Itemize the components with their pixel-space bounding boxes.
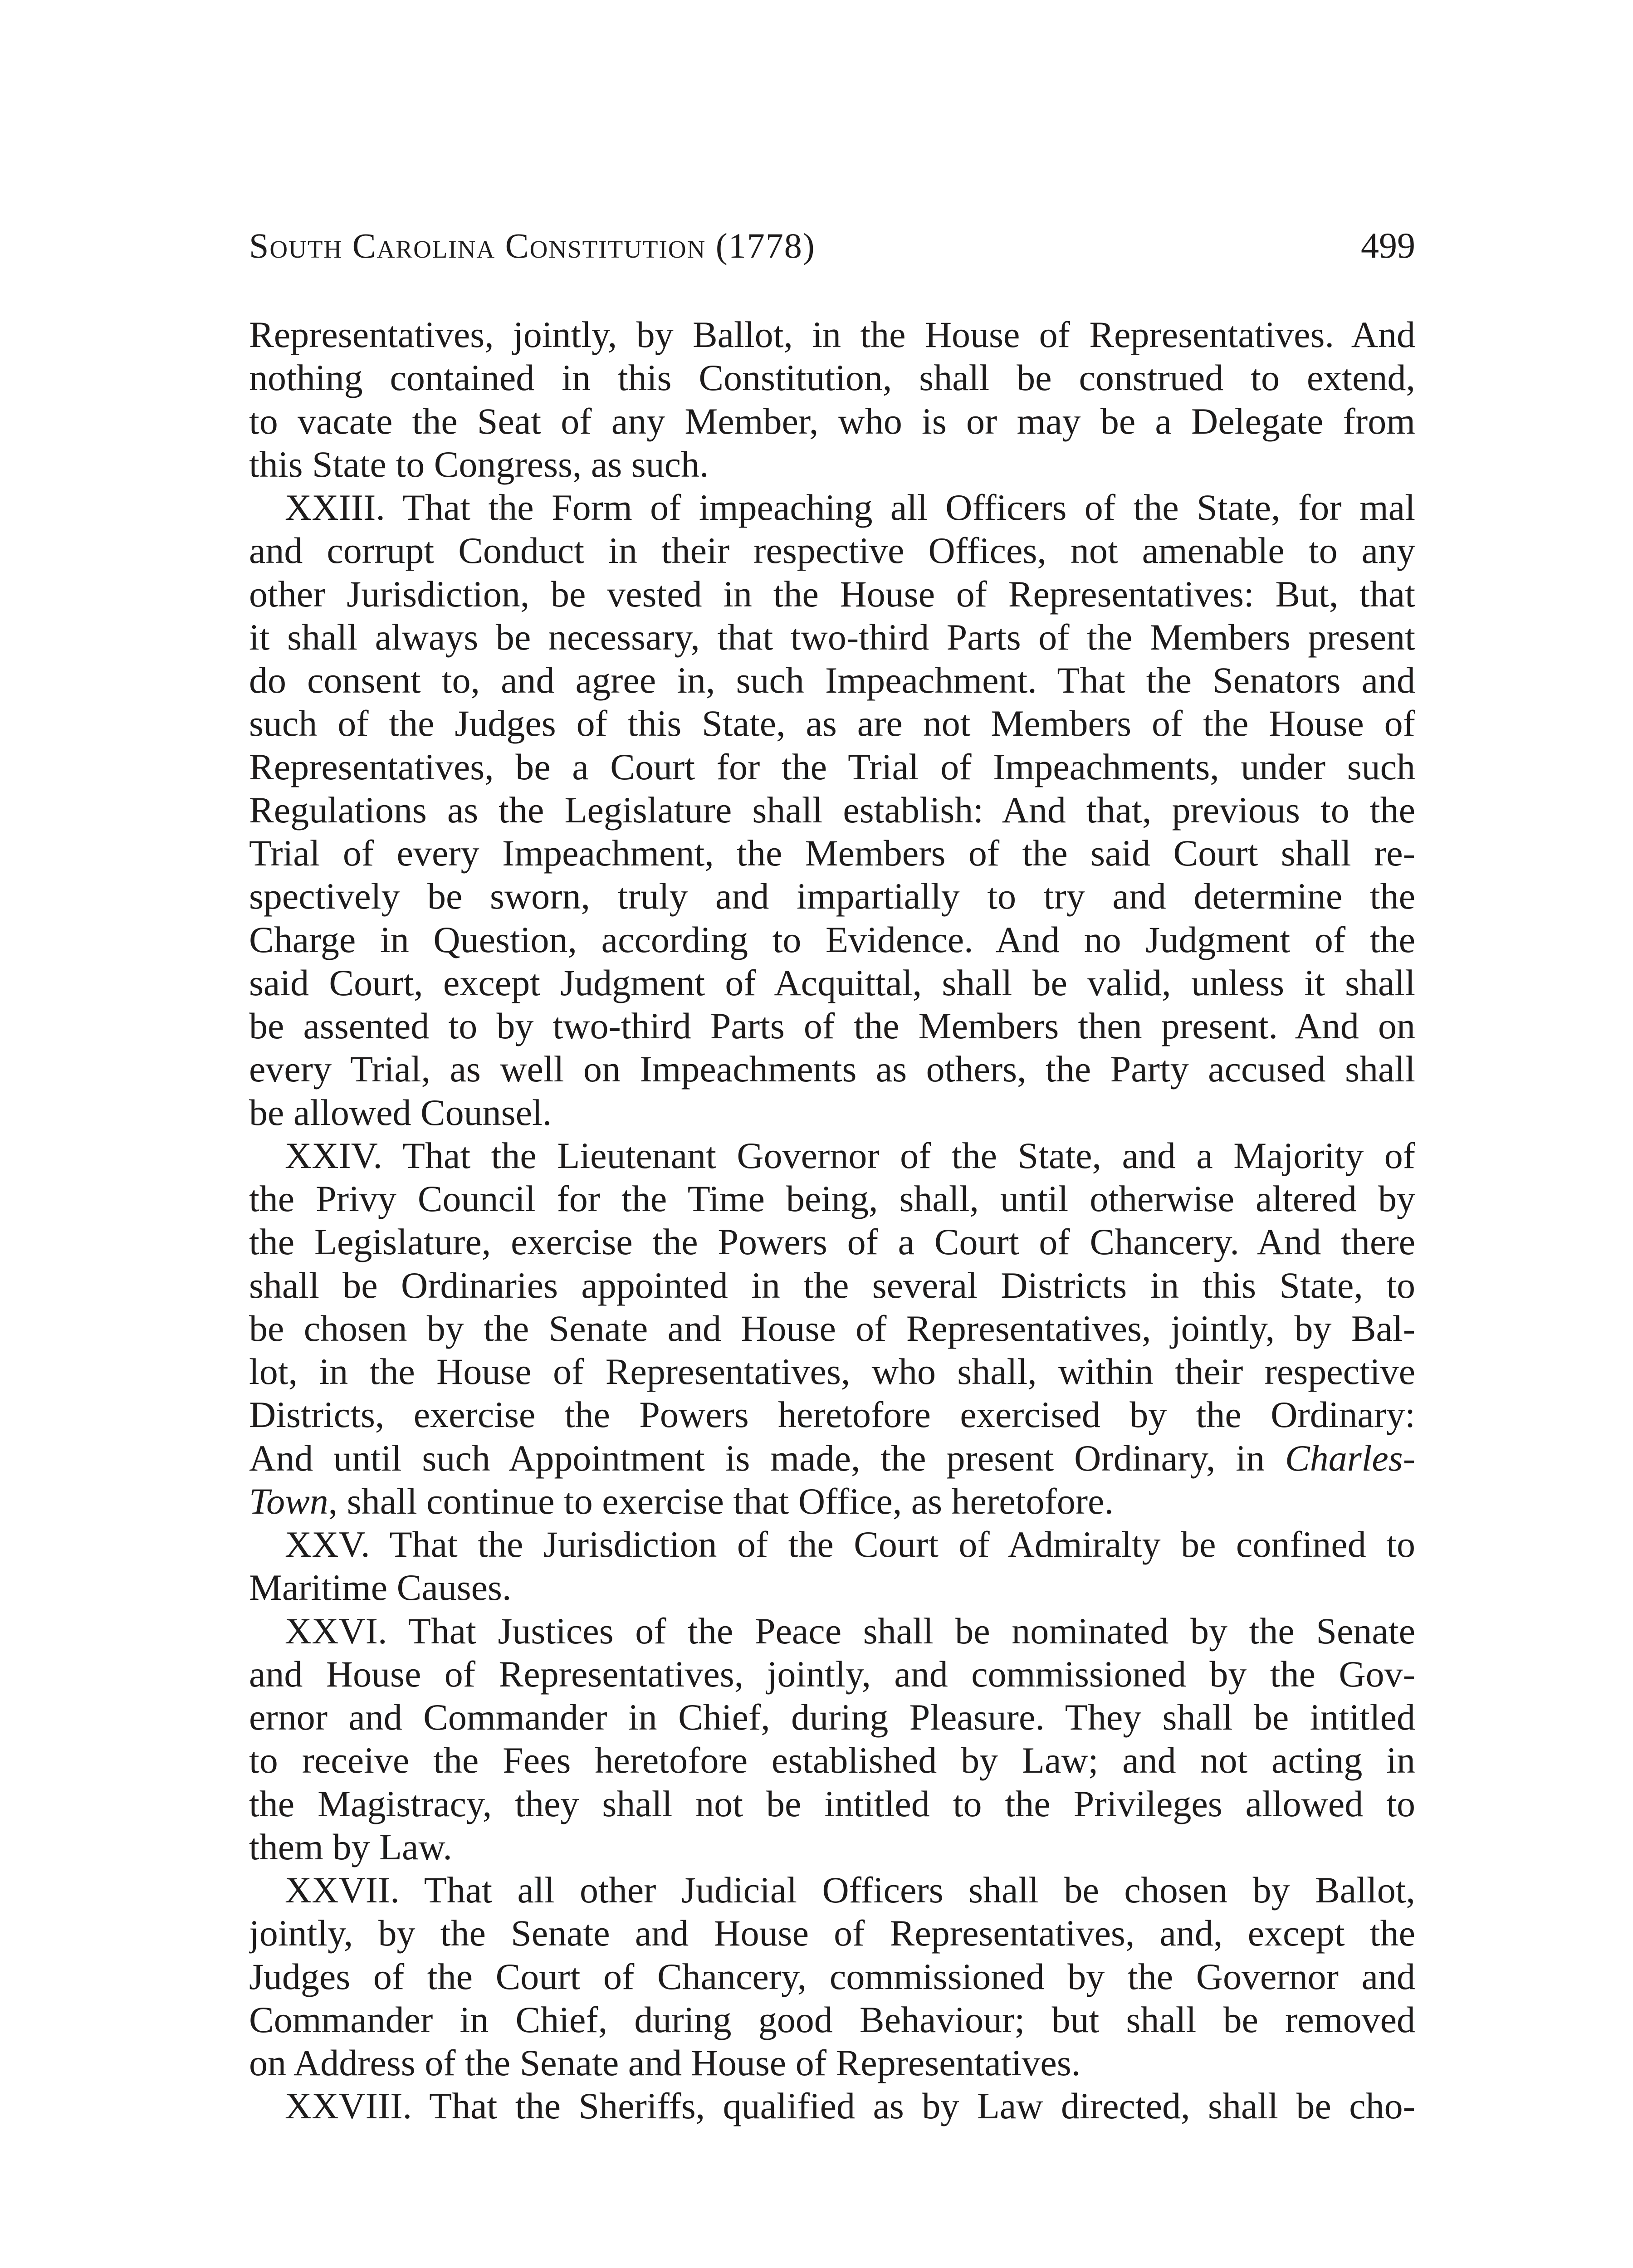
text-line: every Trial, as well on Impeachments as others, the Party accused shall bbox=[249, 1048, 1415, 1090]
text-line: Charge in Question, according to Evidence. And no Judgment of the bbox=[249, 919, 1415, 960]
text-line: Representatives, be a Court for the Trial of Impeachments, under such bbox=[249, 746, 1415, 787]
paragraph bbox=[249, 486, 1415, 1134]
text-line: XXVIII. That the Sheriffs, qualified as by Law directed, shall be cho- bbox=[285, 2085, 1415, 2127]
text-line: do consent to, and agree in, such Impeachment. That the Senators and bbox=[249, 660, 1415, 701]
text-line: nothing contained in this Constitution, shall be construed to extend, bbox=[249, 357, 1415, 399]
italic-text: Town bbox=[249, 1480, 328, 1522]
text-line: XXIII. That the Form of impeaching all Officers of the State, for mal bbox=[285, 487, 1415, 528]
running-head-title: South Carolina Constitution (1778) bbox=[249, 226, 816, 265]
text-line: Districts, exercise the Powers heretofore exercised by the Ordinary: bbox=[249, 1394, 1415, 1436]
text-line: be allowed Counsel. bbox=[249, 1091, 552, 1133]
text-line bbox=[249, 1480, 1415, 1523]
paragraph bbox=[249, 1868, 1415, 2084]
paragraph bbox=[249, 1523, 1415, 1609]
text-line: jointly, by the Senate and House of Representatives, and, except the bbox=[249, 1912, 1415, 1954]
text-line: it shall always be necessary, that two-third Parts of the Members present bbox=[249, 616, 1415, 658]
text-run: And until such Appointment is made, the present Ordinary, in bbox=[249, 1437, 1285, 1479]
text-line: shall be Ordinaries appointed in the several Districts in this State, to bbox=[249, 1264, 1415, 1306]
text-line: to receive the Fees heretofore established by Law; and not acting in bbox=[249, 1740, 1415, 1781]
page-number: 499 bbox=[1361, 226, 1415, 266]
text-line: Trial of every Impeachment, the Members of the said Court shall re- bbox=[249, 832, 1415, 874]
text-line: be assented to by two-third Parts of the Members then present. And on bbox=[249, 1005, 1415, 1046]
text-line: and corrupt Conduct in their respective Offices, not amenable to any bbox=[249, 530, 1415, 572]
text-line: the Magistracy, they shall not be intitled to the Privileges allowed to bbox=[249, 1783, 1415, 1824]
text-line: to vacate the Seat of any Member, who is or may be a Delegate from bbox=[249, 400, 1415, 442]
text-line bbox=[249, 1437, 1415, 1480]
text-line: other Jurisdiction, be vested in the House of Representatives: But, that bbox=[249, 573, 1415, 615]
text-line: them by Law. bbox=[249, 1826, 452, 1867]
text-line: on Address of the Senate and House of Representatives. bbox=[249, 2042, 1081, 2083]
paragraph bbox=[249, 1134, 1415, 1523]
text-line: said Court, except Judgment of Acquittal, shall be valid, unless it shall bbox=[249, 962, 1415, 1003]
running-head bbox=[249, 224, 1415, 268]
text-line: such of the Judges of this State, as are not Members of the House of bbox=[249, 703, 1415, 744]
italic-text: Charles- bbox=[1285, 1437, 1415, 1479]
body-text bbox=[249, 313, 1415, 2128]
text-line: XXIV. That the Lieutenant Governor of the State, and a Majority of bbox=[285, 1134, 1415, 1176]
text-line: XXVII. That all other Judicial Officers shall be chosen by Ballot, bbox=[285, 1869, 1415, 1911]
text-line: ernor and Commander in Chief, during Pleasure. They shall be intitled bbox=[249, 1696, 1415, 1738]
text-line: be chosen by the Senate and House of Representatives, jointly, by Bal- bbox=[249, 1307, 1415, 1349]
text-line: and House of Representatives, jointly, and commissioned by the Gov- bbox=[249, 1653, 1415, 1695]
text-run: , shall continue to exercise that Office, as heretofore. bbox=[328, 1480, 1114, 1522]
text-line: Commander in Chief, during good Behaviour; but shall be removed bbox=[249, 1999, 1415, 2040]
text-line: Maritime Causes. bbox=[249, 1567, 512, 1608]
text-line: Judges of the Court of Chancery, commissioned by the Governor and bbox=[249, 1955, 1415, 1997]
paragraph bbox=[249, 2084, 1415, 2127]
text-line: lot, in the House of Representatives, who shall, within their respective bbox=[249, 1351, 1415, 1392]
text-line: XXV. That the Jurisdiction of the Court of Admiralty be confined to bbox=[285, 1524, 1415, 1565]
paragraph bbox=[249, 313, 1415, 486]
text-line: spectively be sworn, truly and impartially to try and determine the bbox=[249, 875, 1415, 917]
text-line: Regulations as the Legislature shall establish: And that, previous to the bbox=[249, 789, 1415, 831]
text-line: the Legislature, exercise the Powers of a Court of Chancery. And there bbox=[249, 1221, 1415, 1263]
paragraph bbox=[249, 1609, 1415, 1869]
text-line: the Privy Council for the Time being, shall, until otherwise altered by bbox=[249, 1178, 1415, 1219]
text-line: Representatives, jointly, by Ballot, in the House of Representatives. And bbox=[249, 314, 1415, 355]
text-line: XXVI. That Justices of the Peace shall be nominated by the Senate bbox=[285, 1610, 1415, 1652]
text-line: this State to Congress, as such. bbox=[249, 443, 709, 485]
